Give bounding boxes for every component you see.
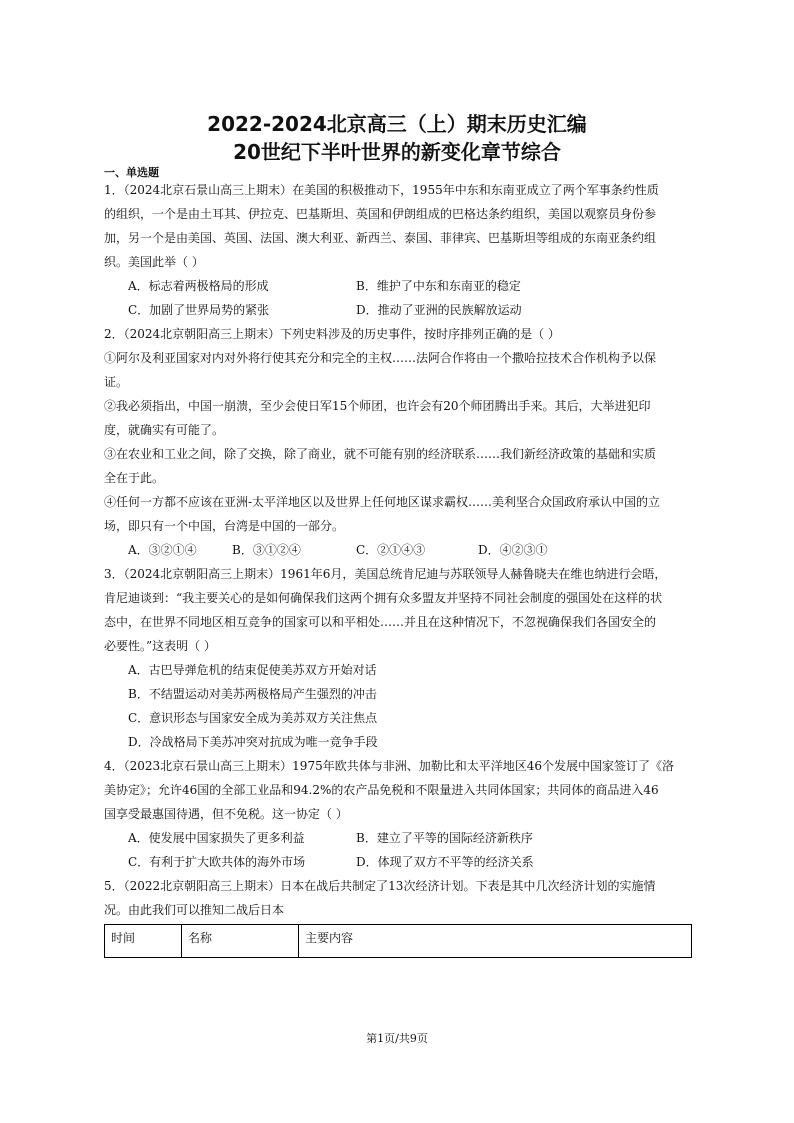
question-2 <box>104 322 692 562</box>
question-text-line: 肯尼迪谈到：“我主要关心的是如何确保我们这两个拥有众多盟友并坚持不同社会制度的强国处在这样的状 <box>104 591 663 605</box>
question-text-line: 加，另一个是由美国、英国、法国、澳大利亚、新西兰、泰国、菲律宾、巴基斯坦等组成的东南亚条约组 <box>104 231 657 245</box>
option-a: A．③②①④ <box>128 543 197 557</box>
question-text-line: 3．（2024北京朝阳高三上期末）1961年6月，美国总统肯尼迪与苏联领导人赫鲁晓夫在维也纳进行会晤， <box>104 567 667 581</box>
page-footer: 第1页/共9页 <box>366 1032 428 1045</box>
questions-body <box>104 178 692 922</box>
question-text-line: ②我必须指出，中国一崩溃，至少会使日军15个师团，也许会有20个师团腾出手来。其后，大举进犯印 <box>104 399 651 413</box>
option-d: D．冷战格局下美苏冲突对抗成为唯一竞争手段 <box>128 735 378 749</box>
options-row <box>104 850 692 874</box>
question-text-line: 证。 <box>104 375 129 389</box>
table-header-cell: 时间 <box>105 925 182 958</box>
options-row <box>104 538 692 562</box>
question-4 <box>104 754 692 874</box>
option-b: B．③①②④ <box>232 543 301 557</box>
question-text-line: 度，就确实有可能了。 <box>104 423 225 437</box>
question-5 <box>104 874 692 922</box>
options-row <box>104 274 692 298</box>
section-heading: 一、单选题 <box>104 166 159 179</box>
option-d: D．体现了双方不平等的经济关系 <box>356 855 534 869</box>
option-b: B．维护了中东和东南亚的稳定 <box>356 279 521 293</box>
question-text-line: 织。美国此举（ ） <box>104 255 204 269</box>
question-text-line: ③在农业和工业之间，除了交换，除了商业，就不可能有别的经济联系……我们新经济政策的基础和实质 <box>104 447 657 461</box>
option-a: A．标志着两极格局的形成 <box>128 279 269 293</box>
question-text-line: 场，即只有一个中国，台湾是中国的一部分。 <box>104 519 345 533</box>
question-3 <box>104 562 692 754</box>
question-text-line: 国享受最惠国待遇，但不免税。这一协定（ ） <box>104 807 348 821</box>
question-text-line: 2．（2024北京朝阳高三上期末）下列史料涉及的历史事件，按时序排列正确的是（ ） <box>104 327 560 341</box>
question-1 <box>104 178 692 322</box>
option-b: B．建立了平等的国际经济新秩序 <box>356 831 533 845</box>
question-text-line: ④任何一方都不应该在亚洲-太平洋地区以及世界上任何地区谋求霸权……美利坚合众国政府承认中国的立 <box>104 495 661 509</box>
table-header-cell: 主要内容 <box>299 925 692 958</box>
option-d: D．④②③① <box>478 543 548 557</box>
option-a: A．使发展中国家损失了更多利益 <box>128 831 305 845</box>
option-c: C．意识形态与国家安全成为美苏双方关注焦点 <box>128 711 378 725</box>
question-text-line: 全在于此。 <box>104 471 165 485</box>
question-text-line: 必要性。”这表明（ ） <box>104 639 216 653</box>
options-row <box>104 826 692 850</box>
option-c: C．加剧了世界局势的紧张 <box>128 303 270 317</box>
option-d: D．推动了亚洲的民族解放运动 <box>356 303 522 317</box>
option-b: B．不结盟运动对美苏两极格局产生强烈的冲击 <box>128 687 377 701</box>
question-text-line: ①阿尔及利亚国家对内对外将行使其充分和完全的主权……法阿合作将由一个撒哈拉技术合作机构予以保 <box>104 351 657 365</box>
question-text-line: 4．（2023北京石景山高三上期末）1975年欧共体与非洲、加勒比和太平洋地区46个发展中国家签订了《洛 <box>104 759 674 773</box>
question-text-line: 态中，在世界不同地区相互竞争的国家可以和平相处……并且在这种情况下，不忽视确保我们各国安全的 <box>104 615 657 629</box>
table-header-cell: 名称 <box>182 925 299 958</box>
question-text-line: 美协定》；允许46国的全部工业品和94.2%的农产品免税和不限量进入共同体国家；共同体的商品进入46 <box>104 783 659 797</box>
question-text-line: 5．（2022北京朝阳高三上期末）日本在战后共制定了13次经济计划。下表是其中几次经济计划的实施情 <box>104 879 656 893</box>
option-c: C．有利于扩大欧共体的海外市场 <box>128 855 306 869</box>
table-header-row <box>105 925 692 958</box>
question-text-line: 1．（2024北京石景山高三上期末）在美国的积极推动下，1955年中东和东南亚成立了两个军事条约性质 <box>104 183 659 197</box>
question-text-line: 况。由此我们可以推知二战后日本 <box>104 903 285 917</box>
option-a: A．古巴导弹危机的结束促使美苏双方开始对话 <box>128 663 377 677</box>
options-row <box>104 298 692 322</box>
economic-plan-table <box>104 924 692 958</box>
option-c: C．②①④③ <box>356 543 426 557</box>
document-subtitle: 20世纪下半叶世界的新变化章节综合 <box>233 140 561 164</box>
question-text-line: 的组织，一个是由土耳其、伊拉克、巴基斯坦、英国和伊朗组成的巴格达条约组织，美国以观察员身份参 <box>104 207 657 221</box>
document-title: 2022-2024北京高三（上）期末历史汇编 <box>207 112 587 136</box>
